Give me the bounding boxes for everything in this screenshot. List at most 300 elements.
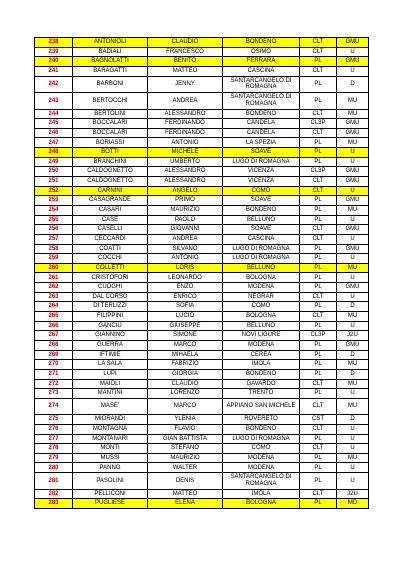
- table-row: [35, 109, 369, 119]
- grade-cell: MU: [337, 263, 369, 273]
- city-cell: CASCINA: [223, 234, 300, 244]
- grade-cell: U: [337, 434, 369, 444]
- surname-cell: MIORANDI: [73, 415, 148, 425]
- grade-cell: MU: [337, 379, 369, 389]
- category-cell: PL: [300, 321, 337, 331]
- surname-cell: CARNINI: [73, 186, 148, 196]
- surname-cell: COATTI: [73, 244, 148, 254]
- first-name-cell: ALESSANDRO: [148, 167, 223, 177]
- table-row: [35, 244, 369, 254]
- surname-cell: BRANCHINI: [73, 157, 148, 167]
- city-cell: APPIANO SAN MICHELE: [223, 398, 300, 415]
- category-cell: PL: [300, 463, 337, 473]
- table-row: [35, 196, 369, 206]
- first-name-cell: ENRICO: [148, 292, 223, 302]
- surname-cell: BOCCALARI: [73, 119, 148, 129]
- entry-number-cell: 261: [35, 273, 73, 283]
- city-cell: BELLUNO: [223, 215, 300, 225]
- entry-number-cell: 278: [35, 444, 73, 454]
- city-cell: IMOLA: [223, 360, 300, 370]
- entry-number-cell: 260: [35, 263, 73, 273]
- entry-number-cell: 272: [35, 379, 73, 389]
- first-name-cell: SIMONE: [148, 331, 223, 341]
- first-name-cell: FABRIZIO: [148, 360, 223, 370]
- first-name-cell: ANGELO: [148, 186, 223, 196]
- table-row: [35, 321, 369, 331]
- entry-number-cell: 265: [35, 312, 73, 322]
- table-row: [35, 379, 369, 389]
- table-row: [35, 360, 369, 370]
- category-cell: PL: [300, 473, 337, 490]
- entry-number-cell: 242: [35, 76, 73, 93]
- surname-cell: MONTI: [73, 444, 148, 454]
- table-row: [35, 369, 369, 379]
- first-name-cell: PRIMO: [148, 196, 223, 206]
- city-cell: GAVARDO: [223, 379, 300, 389]
- entry-number-cell: 279: [35, 453, 73, 463]
- first-name-cell: SILVANO: [148, 244, 223, 254]
- category-cell: CLT: [300, 292, 337, 302]
- city-cell: SANTARCANGELO DI ROMAGNA: [223, 76, 300, 93]
- table-row: [35, 119, 369, 129]
- table-row: [35, 273, 369, 283]
- table-row: [35, 398, 369, 415]
- city-cell: SOAVE: [223, 148, 300, 158]
- grade-cell: U: [337, 47, 369, 57]
- first-name-cell: CLAUDIO: [148, 379, 223, 389]
- category-cell: PL: [300, 340, 337, 350]
- table-body: [35, 38, 369, 509]
- grade-cell: MU: [337, 312, 369, 322]
- first-name-cell: MAURIZIO: [148, 453, 223, 463]
- table-row: [35, 93, 369, 110]
- table-row: [35, 263, 369, 273]
- category-cell: CLT: [300, 177, 337, 187]
- table-row: [35, 157, 369, 167]
- first-name-cell: ALESSANDRO: [148, 109, 223, 119]
- first-name-cell: FLAVIO: [148, 424, 223, 434]
- table-row: [35, 463, 369, 473]
- city-cell: LUGO DI ROMAGNA: [223, 244, 300, 254]
- table-row: [35, 225, 369, 235]
- grade-cell: GMU: [337, 283, 369, 293]
- table-row: [35, 76, 369, 93]
- grade-cell: U: [337, 424, 369, 434]
- grade-cell: MU: [337, 205, 369, 215]
- table-row: [35, 215, 369, 225]
- category-cell: PL: [300, 215, 337, 225]
- entry-number-cell: 245: [35, 119, 73, 129]
- city-cell: IMOLA: [223, 489, 300, 499]
- category-cell: PL: [300, 453, 337, 463]
- category-cell: PL: [300, 350, 337, 360]
- category-cell: CLT: [300, 128, 337, 138]
- grade-cell: U: [337, 321, 369, 331]
- first-name-cell: ANTONIO: [148, 138, 223, 148]
- grade-cell: GMU: [337, 196, 369, 206]
- city-cell: SOAVE: [223, 196, 300, 206]
- first-name-cell: MICHELE: [148, 148, 223, 158]
- first-name-cell: GIOVANNI: [148, 225, 223, 235]
- entry-number-cell: 273: [35, 389, 73, 399]
- entry-number-cell: 271: [35, 369, 73, 379]
- surname-cell: BERTOLINI: [73, 109, 148, 119]
- city-cell: MODENA: [223, 453, 300, 463]
- first-name-cell: PAOLO: [148, 215, 223, 225]
- surname-cell: PELLICONI: [73, 489, 148, 499]
- grade-cell: MD: [337, 499, 369, 509]
- city-cell: SANTARCANGELO DI ROMAGNA: [223, 473, 300, 490]
- grade-cell: MU: [337, 398, 369, 415]
- first-name-cell: GIORGIA: [148, 369, 223, 379]
- surname-cell: COLLETTI: [73, 263, 148, 273]
- grade-cell: GMU: [337, 244, 369, 254]
- table-row: [35, 434, 369, 444]
- category-cell: PL: [300, 499, 337, 509]
- entry-number-cell: 266: [35, 321, 73, 331]
- entry-number-cell: 257: [35, 234, 73, 244]
- table-row: [35, 312, 369, 322]
- category-cell: CST: [300, 415, 337, 425]
- city-cell: MODENA: [223, 340, 300, 350]
- category-cell: CLT: [300, 444, 337, 454]
- first-name-cell: LUCIO: [148, 312, 223, 322]
- entry-number-cell: 241: [35, 66, 73, 76]
- category-cell: PL: [300, 254, 337, 264]
- first-name-cell: UMBERTO: [148, 157, 223, 167]
- category-cell: PL: [300, 434, 337, 444]
- city-cell: COMO: [223, 444, 300, 454]
- first-name-cell: FERDINANDO: [148, 119, 223, 129]
- grade-cell: GMU: [337, 167, 369, 177]
- city-cell: CEREA: [223, 350, 300, 360]
- surname-cell: BAGNOLATTI: [73, 57, 148, 67]
- surname-cell: LA SALA: [73, 360, 148, 370]
- first-name-cell: BENITO: [148, 57, 223, 67]
- first-name-cell: JENNY: [148, 76, 223, 93]
- category-cell: PL: [300, 283, 337, 293]
- city-cell: BONDENO: [223, 205, 300, 215]
- city-cell: VICENZA: [223, 167, 300, 177]
- city-cell: BELLUNO: [223, 321, 300, 331]
- first-name-cell: MIHAELA: [148, 350, 223, 360]
- entry-number-cell: 281: [35, 473, 73, 490]
- category-cell: PL: [300, 360, 337, 370]
- category-cell: CLT: [300, 186, 337, 196]
- grade-cell: GMU: [337, 128, 369, 138]
- grade-cell: MU: [337, 453, 369, 463]
- city-cell: COMO: [223, 302, 300, 312]
- grade-cell: U: [337, 234, 369, 244]
- entry-number-cell: 256: [35, 225, 73, 235]
- table-row: [35, 205, 369, 215]
- surname-cell: IFTIMIE: [73, 350, 148, 360]
- table-row: [35, 499, 369, 509]
- category-cell: PL: [300, 93, 337, 110]
- entry-number-cell: 238: [35, 38, 73, 48]
- grade-cell: U: [337, 186, 369, 196]
- first-name-cell: STEFANO: [148, 444, 223, 454]
- surname-cell: ANTONIOLI: [73, 38, 148, 48]
- table-row: [35, 473, 369, 490]
- city-cell: FERRARA: [223, 57, 300, 67]
- entry-number-cell: 240: [35, 57, 73, 67]
- entry-number-cell: 246: [35, 128, 73, 138]
- table-row: [35, 138, 369, 148]
- registration-table: [34, 37, 369, 509]
- first-name-cell: LEONARDO: [148, 273, 223, 283]
- surname-cell: CUOGHI: [73, 283, 148, 293]
- grade-cell: U: [337, 389, 369, 399]
- table-row: [35, 340, 369, 350]
- category-cell: CLT: [300, 38, 337, 48]
- surname-cell: GUERRA: [73, 340, 148, 350]
- city-cell: BONDENO: [223, 38, 300, 48]
- table-row: [35, 38, 369, 48]
- table-row: [35, 489, 369, 499]
- table-row: [35, 444, 369, 454]
- city-cell: BELLUNO: [223, 263, 300, 273]
- table-row: [35, 47, 369, 57]
- surname-cell: PASOLINI: [73, 473, 148, 490]
- city-cell: MODENA: [223, 463, 300, 473]
- entry-number-cell: 251: [35, 177, 73, 187]
- surname-cell: CASAGRANDE: [73, 196, 148, 206]
- grade-cell: U: [337, 473, 369, 490]
- surname-cell: PUGLIESE: [73, 499, 148, 509]
- entry-number-cell: 258: [35, 244, 73, 254]
- first-name-cell: ANDREA: [148, 234, 223, 244]
- category-cell: CLT: [300, 225, 337, 235]
- entry-number-cell: 274: [35, 398, 73, 415]
- city-cell: MODENA: [223, 283, 300, 293]
- entry-number-cell: 268: [35, 340, 73, 350]
- surname-cell: MONTANARI: [73, 434, 148, 444]
- entry-number-cell: 253: [35, 196, 73, 206]
- surname-cell: BARAGATTI: [73, 66, 148, 76]
- city-cell: SOAVE: [223, 225, 300, 235]
- table-row: [35, 66, 369, 76]
- table-row: [35, 331, 369, 341]
- surname-cell: MASE': [73, 398, 148, 415]
- category-cell: CL3P: [300, 331, 337, 341]
- category-cell: PL: [300, 273, 337, 283]
- first-name-cell: FRANCESCO: [148, 47, 223, 57]
- surname-cell: GANCIU: [73, 321, 148, 331]
- entry-number-cell: 276: [35, 424, 73, 434]
- surname-cell: LUPI: [73, 369, 148, 379]
- table-row: [35, 186, 369, 196]
- first-name-cell: MAURIZIO: [148, 205, 223, 215]
- grade-cell: D: [337, 302, 369, 312]
- city-cell: OSIMO: [223, 47, 300, 57]
- entry-number-cell: 275: [35, 415, 73, 425]
- surname-cell: BOCCALARI: [73, 128, 148, 138]
- first-name-cell: LORIS: [148, 263, 223, 273]
- grade-cell: D: [337, 415, 369, 425]
- table-row: [35, 389, 369, 399]
- city-cell: LUGO DI ROMAGNA: [223, 157, 300, 167]
- surname-cell: COCCHI: [73, 254, 148, 264]
- surname-cell: FILIPPINI: [73, 312, 148, 322]
- grade-cell: MU: [337, 360, 369, 370]
- surname-cell: BORIASSI: [73, 138, 148, 148]
- entry-number-cell: 283: [35, 499, 73, 509]
- city-cell: LUGO DI ROMAGNA: [223, 434, 300, 444]
- surname-cell: MONTAGNA: [73, 424, 148, 434]
- category-cell: CLT: [300, 66, 337, 76]
- grade-cell: MU: [337, 109, 369, 119]
- first-name-cell: WALTER: [148, 463, 223, 473]
- grade-cell: D: [337, 369, 369, 379]
- surname-cell: MANTINI: [73, 389, 148, 399]
- city-cell: LA SPEZIA: [223, 138, 300, 148]
- grade-cell: U: [337, 148, 369, 158]
- city-cell: TRENTO: [223, 389, 300, 399]
- grade-cell: GMU: [337, 340, 369, 350]
- grade-cell: U: [337, 292, 369, 302]
- city-cell: COMO: [223, 186, 300, 196]
- grade-cell: U: [337, 157, 369, 167]
- category-cell: CL3P: [300, 119, 337, 129]
- category-cell: PL: [300, 205, 337, 215]
- grade-cell: GMU: [337, 38, 369, 48]
- surname-cell: CALDOGNETTO: [73, 177, 148, 187]
- first-name-cell: ENZO: [148, 283, 223, 293]
- grade-cell: GMU: [337, 57, 369, 67]
- city-cell: BONDENO: [223, 109, 300, 119]
- city-cell: BOLOGNA: [223, 312, 300, 322]
- city-cell: BOLOGNA: [223, 499, 300, 509]
- entry-number-cell: 248: [35, 148, 73, 158]
- entry-number-cell: 259: [35, 254, 73, 264]
- surname-cell: BOTTI: [73, 148, 148, 158]
- entry-number-cell: 263: [35, 292, 73, 302]
- first-name-cell: LORENZO: [148, 389, 223, 399]
- entry-number-cell: 262: [35, 283, 73, 293]
- first-name-cell: GIAN BATTISTA: [148, 434, 223, 444]
- table-row: [35, 128, 369, 138]
- category-cell: CLT: [300, 312, 337, 322]
- city-cell: ROVERETO: [223, 415, 300, 425]
- table-row: [35, 350, 369, 360]
- surname-cell: CRISTOFORI: [73, 273, 148, 283]
- first-name-cell: DENIS: [148, 473, 223, 490]
- category-cell: PL: [300, 148, 337, 158]
- category-cell: PL: [300, 196, 337, 206]
- category-cell: CLT: [300, 398, 337, 415]
- first-name-cell: MATTEO: [148, 66, 223, 76]
- first-name-cell: ALESSANDRO: [148, 177, 223, 187]
- category-cell: CLT: [300, 489, 337, 499]
- grade-cell: U: [337, 254, 369, 264]
- entry-number-cell: 280: [35, 463, 73, 473]
- entry-number-cell: 243: [35, 93, 73, 110]
- surname-cell: MUSSI: [73, 453, 148, 463]
- grade-cell: D: [337, 350, 369, 360]
- grade-cell: MU: [337, 138, 369, 148]
- table-row: [35, 167, 369, 177]
- first-name-cell: CLAUDIO: [148, 38, 223, 48]
- table-row: [35, 453, 369, 463]
- grade-cell: U: [337, 444, 369, 454]
- entry-number-cell: 244: [35, 109, 73, 119]
- entry-number-cell: 269: [35, 350, 73, 360]
- table-row: [35, 292, 369, 302]
- surname-cell: CASE: [73, 215, 148, 225]
- entry-number-cell: 247: [35, 138, 73, 148]
- entry-number-cell: 255: [35, 215, 73, 225]
- category-cell: CLT: [300, 109, 337, 119]
- grade-cell: MU: [337, 93, 369, 110]
- first-name-cell: MARCO: [148, 340, 223, 350]
- city-cell: NOVI LIGURE: [223, 331, 300, 341]
- surname-cell: BARBONI: [73, 76, 148, 93]
- grade-cell: GMU: [337, 225, 369, 235]
- surname-cell: CALDOGNETTO: [73, 167, 148, 177]
- table-row: [35, 177, 369, 187]
- category-cell: PL: [300, 369, 337, 379]
- entry-number-cell: 264: [35, 302, 73, 312]
- surname-cell: CASELLI: [73, 225, 148, 235]
- entry-number-cell: 270: [35, 360, 73, 370]
- first-name-cell: YLENIA: [148, 415, 223, 425]
- city-cell: CANDELA: [223, 128, 300, 138]
- category-cell: CLT: [300, 379, 337, 389]
- city-cell: SANTARCANGELO DI ROMAGNA: [223, 93, 300, 110]
- category-cell: PL: [300, 389, 337, 399]
- table-row: [35, 234, 369, 244]
- surname-cell: CECCARDI: [73, 234, 148, 244]
- category-cell: PL: [300, 157, 337, 167]
- table-row: [35, 302, 369, 312]
- city-cell: VICENZA: [223, 177, 300, 187]
- first-name-cell: FERDINANDO: [148, 128, 223, 138]
- table-row: [35, 283, 369, 293]
- table-row: [35, 415, 369, 425]
- table-row: [35, 424, 369, 434]
- entry-number-cell: 254: [35, 205, 73, 215]
- grade-cell: GMU: [337, 177, 369, 187]
- grade-cell: D: [337, 76, 369, 93]
- city-cell: BONDENO: [223, 369, 300, 379]
- entry-number-cell: 277: [35, 434, 73, 444]
- grade-cell: J2U: [337, 489, 369, 499]
- surname-cell: MAIOLI: [73, 379, 148, 389]
- city-cell: LUGO DI ROMAGNA: [223, 254, 300, 264]
- grade-cell: U: [337, 215, 369, 225]
- entry-number-cell: 267: [35, 331, 73, 341]
- table-row: [35, 254, 369, 264]
- grade-cell: U: [337, 66, 369, 76]
- category-cell: PL: [300, 302, 337, 312]
- first-name-cell: MARCO: [148, 398, 223, 415]
- surname-cell: BERTOCCHI: [73, 93, 148, 110]
- first-name-cell: ANTONIO: [148, 254, 223, 264]
- entry-number-cell: 282: [35, 489, 73, 499]
- category-cell: PL: [300, 138, 337, 148]
- grade-cell: GMU: [337, 119, 369, 129]
- entry-number-cell: 239: [35, 47, 73, 57]
- category-cell: CL3P: [300, 167, 337, 177]
- category-cell: CLT: [300, 424, 337, 434]
- table-row: [35, 57, 369, 67]
- entry-number-cell: 252: [35, 186, 73, 196]
- surname-cell: DI TERLIZZI: [73, 302, 148, 312]
- category-cell: PL: [300, 244, 337, 254]
- city-cell: BONDENO: [223, 424, 300, 434]
- category-cell: PL: [300, 263, 337, 273]
